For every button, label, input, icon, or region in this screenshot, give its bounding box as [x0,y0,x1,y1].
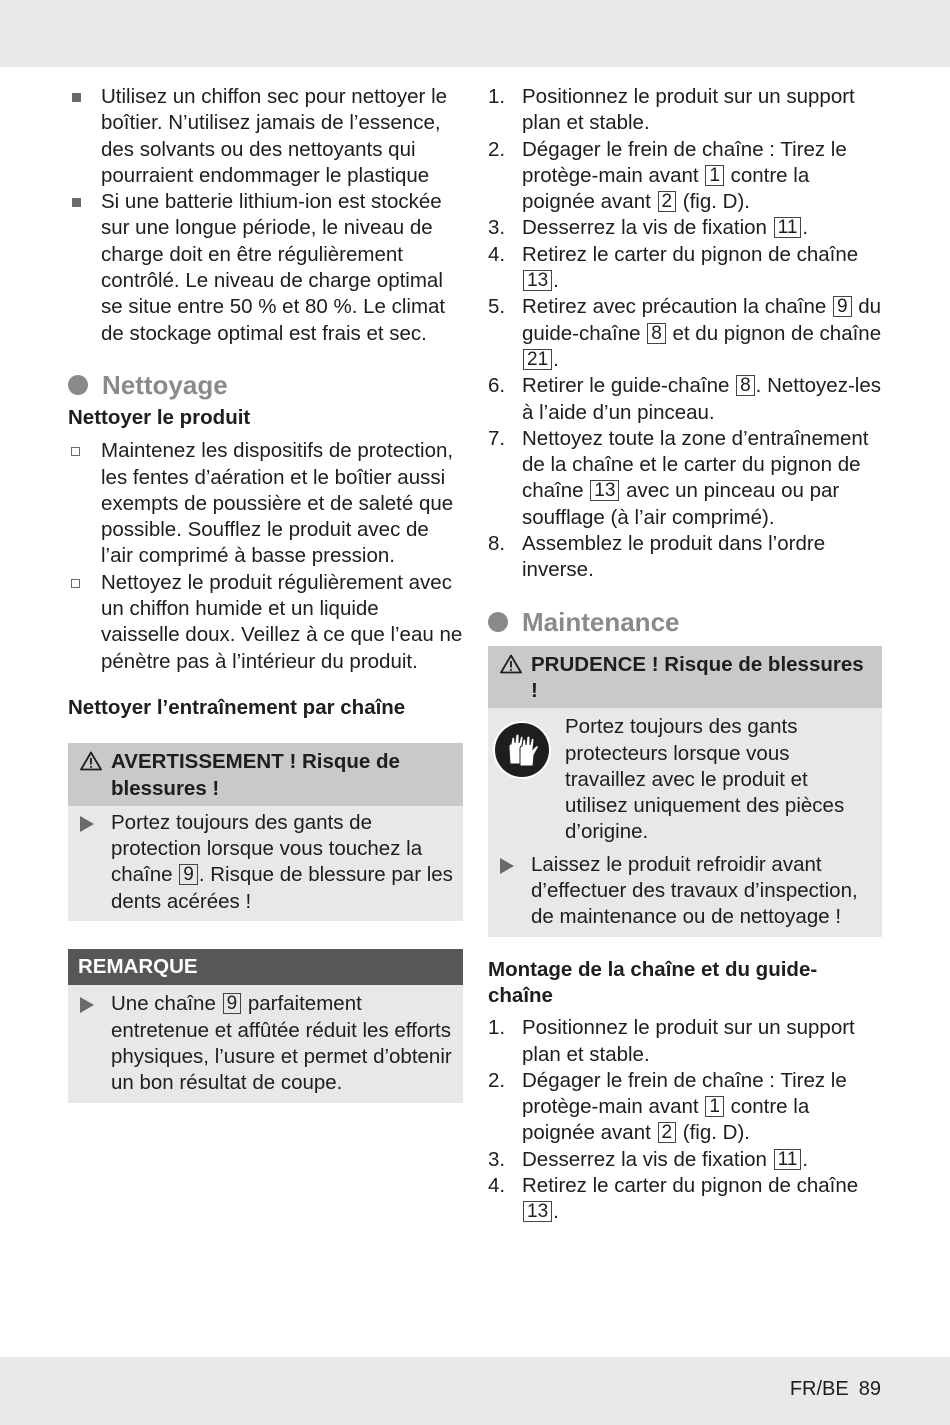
step-number: 5. [488,295,506,319]
left-column [68,84,463,1103]
step-text: . [553,269,559,293]
list-item: Utilisez un chiffon sec pour nettoyer le boîtier. N’utilisez jamais de l’essence, des solvants ou des nettoyants qui pourraient endommager le plastique [68,84,463,189]
step-number: 4. [488,242,506,266]
part-reference: 9 [833,296,852,317]
glove-instruction: Portez toujours des gants protecteurs lorsque vous travaillez avec le produit et utilisez uniquement des pièces d’origine. [488,708,882,845]
footer-language: FR/BE [789,1378,849,1400]
step-number: 3. [488,1147,506,1171]
step-item [488,215,882,241]
section-title-nettoyage: Nettoyage [68,369,463,401]
step-number: 1. [488,1016,506,1040]
part-reference: 2 [658,1122,677,1143]
step-item [488,84,882,137]
part-reference: 8 [736,375,755,396]
step-text: . Nettoyez-les à l’aide d’un pinceau. [522,374,881,424]
step-text: et du pignon de chaîne [666,321,882,345]
part-reference: 2 [658,191,677,212]
step-item [488,1068,882,1147]
right-column [488,84,882,1226]
section-dot-icon [488,612,508,632]
step-number: 6. [488,374,506,398]
protective-gloves-icon [492,720,552,780]
step-text: Desserrez la vis de fixation [522,1147,773,1171]
step-item [488,373,882,426]
step-number: 2. [488,137,506,161]
step-item [488,1015,882,1068]
caution-header: PRUDENCE ! Risque de blessures ! [488,646,882,709]
list-item: Maintenez les dispositifs de protection, les fentes d’aération et le boîtier aussi exempts de poussière et de saleté que possible. Soufflez le produit avec de l’air comprimé à basse pression. [68,438,463,569]
list-item: Si une batterie lithium-ion est stockée sur une longue période, le niveau de charge doit en être régulièrement contrôlé. Le niveau de charge optimal se situe entre 50 % et 80 %. Le climat de stockage optimal est frais et sec. [68,189,463,347]
step-text: (fig. D). [677,1121,750,1145]
warning-body [68,806,463,921]
step-number: 8. [488,532,506,556]
header-band [0,0,950,67]
checkbox-bullet-icon [71,579,80,588]
step-item [488,242,882,295]
step-item [488,137,882,216]
part-reference: 11 [774,1149,802,1170]
part-reference: 13 [523,270,552,291]
caution-box [488,646,882,937]
list-item: Portez toujours des gants de protection lorsque vous touchez la chaîne 9 . Risque de blessure par les dents acérées ! [68,810,453,915]
step-item [488,426,882,531]
step-text: du guide-chaîne [522,295,882,345]
step-item [488,294,882,373]
step-text: Positionnez le produit sur un support plan et stable. [522,1016,855,1066]
step-text: contre la poignée avant [522,163,810,214]
step-text: . [802,216,809,240]
page-footer [790,1378,881,1401]
arrow-bullet-icon [500,858,514,874]
step-item [488,1173,882,1226]
part-reference: 9 [223,993,242,1014]
list-item: Laissez le produit refroidir avant d’effectuer des travaux d’inspection, de maintenance ou de nettoyage ! [488,852,872,931]
step-text: Retirer le guide-chaîne [522,374,736,398]
step-number: 3. [488,216,506,240]
arrow-bullet-icon [80,997,94,1013]
note-box [68,949,463,1102]
caution-body [488,846,882,937]
arrow-bullet-icon [80,816,94,832]
warning-box [68,743,463,921]
note-body [68,985,463,1102]
step-item [488,1147,882,1173]
step-text: Dégager le frein de chaîne : Tirez le protège-main avant [522,137,847,187]
step-text: . [802,1147,809,1171]
part-reference: 13 [590,480,619,501]
step-text: (fig. D). [677,190,750,214]
section-dot-icon [68,375,88,395]
step-number: 4. [488,1173,506,1197]
part-reference: 11 [774,217,802,238]
subheading-chain-assembly: Montage de la chaîne et du guide-chaîne [488,957,818,1007]
step-text: Nettoyez toute la zone d’entraînement de la chaîne et le carter du pignon de chaîne [522,426,869,503]
step-text: Positionnez le produit sur un support plan et stable. [522,85,855,135]
step-text: Retirez le carter du pignon de chaîne [522,1173,859,1197]
part-reference: 8 [647,323,666,344]
cleaning-list [68,438,463,675]
step-text: . [553,1200,559,1224]
subheading-clean-chain: Nettoyer l’entraînement par chaîne [68,695,406,719]
step-number: 7. [488,426,506,450]
step-text: contre la poignée avant [522,1095,810,1145]
square-bullet-icon [72,93,81,102]
step-text: Retirez le carter du pignon de chaîne [522,242,859,266]
warning-triangle-icon [500,654,522,674]
list-item: Une chaîne 9 parfaitement entretenue et affûtée réduit les efforts physiques, l’usure et permet d’obtenir un bon résultat de coupe. [68,991,453,1096]
section-title-maintenance: Maintenance [488,606,882,638]
step-text: Retirez avec précaution la chaîne [522,295,832,319]
part-reference: 13 [523,1201,552,1222]
step-number: 2. [488,1068,506,1092]
square-bullet-icon [72,198,81,207]
step-text: . [553,347,559,371]
step-number: 1. [488,85,506,108]
step-text: avec un pinceau ou par soufflage (à l’air comprimé). [522,479,840,529]
subheading-clean-product: Nettoyer le produit [68,405,251,429]
part-reference: 1 [705,1096,724,1117]
part-reference: 1 [705,165,724,186]
checkbox-bullet-icon [71,447,80,456]
step-text: Dégager le frein de chaîne : Tirez le protège-main avant [522,1068,847,1119]
step-item [488,531,882,584]
disassembly-steps [488,84,882,584]
storage-bullet-list [68,84,463,347]
step-text: Assemblez le produit dans l’ordre inverse. [522,532,826,582]
list-item: Nettoyez le produit régulièrement avec un chiffon humide et un liquide vaisselle doux. Veillez à ce que l’eau ne pénètre pas à l’intérieur du produit. [68,570,463,675]
note-header: REMARQUE [68,949,463,985]
page-number: 89 [858,1378,881,1400]
part-reference: 21 [523,349,552,370]
warning-triangle-icon [80,751,102,771]
assembly-steps [488,1015,882,1225]
part-reference: 9 [179,864,198,885]
step-text: Desserrez la vis de fixation [522,216,773,240]
warning-header: AVERTISSEMENT ! Risque de blessures ! [68,743,463,806]
